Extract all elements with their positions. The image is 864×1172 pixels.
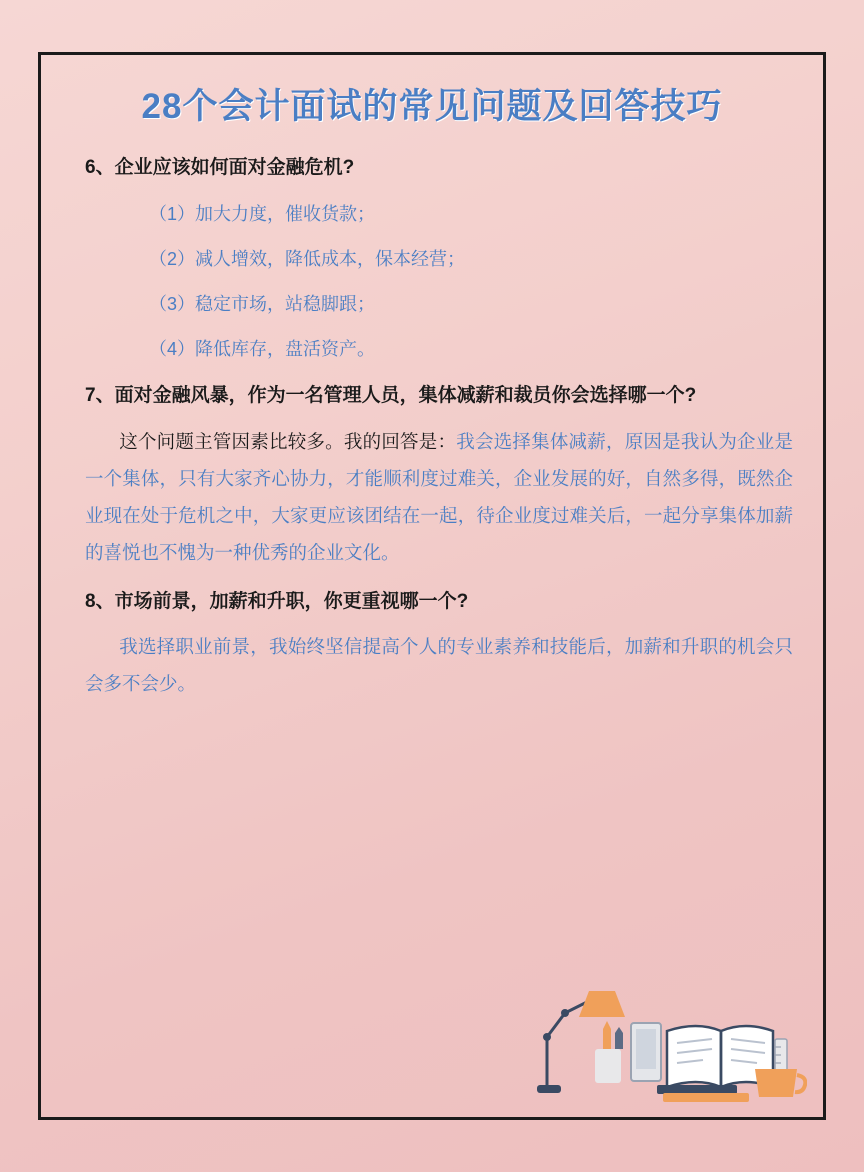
answer-item-6-4: （4）降低库存，盘活资产。 bbox=[149, 338, 376, 359]
page-title: 28个会计面试的常见问题及回答技巧 bbox=[141, 87, 723, 126]
answer-paragraph-8-body: 我选择职业前景，我始终坚信提高个人的专业素养和技能后，加薪和升职的机会只会多不会少。 bbox=[85, 635, 793, 694]
answer-paragraph-7-lead: 这个问题主管因素比较多。我的回答是： bbox=[119, 430, 457, 452]
answer-paragraph-7 bbox=[85, 423, 793, 571]
answer-item-6-3: （3）稳定市场，站稳脚跟； bbox=[149, 293, 376, 314]
question-heading-7: 7、面对金融风暴，作为一名管理人员，集体减薪和裁员你会选择哪一个? bbox=[85, 385, 697, 407]
answer-paragraph-8 bbox=[85, 628, 793, 702]
question-heading-8: 8、市场前景，加薪和升职，你更重视哪一个? bbox=[85, 590, 469, 612]
question-heading-6: 6、企业应该如何面对金融危机? bbox=[85, 157, 355, 178]
answer-item-6-1: （1）加大力度，催收货款； bbox=[149, 204, 376, 225]
answer-paragraph-7-body: 我会选择集体减薪，原因是我认为企业是一个集体，只有大家齐心协力，才能顺利度过难关，企业发展的好，自然多得，既然企业现在处于危机之中，大家更应该团结在一起，待企业度过难关后，一起分享集体加薪的喜悦也不愧为一种优秀的企业文化。 bbox=[85, 430, 793, 563]
desk-lamp-book-pen-cup-icon bbox=[507, 977, 807, 1107]
answer-item-6-2: （2）减人增效，降低成本，保本经营； bbox=[149, 249, 466, 270]
document-page bbox=[38, 52, 826, 1120]
document-body bbox=[41, 55, 823, 1117]
